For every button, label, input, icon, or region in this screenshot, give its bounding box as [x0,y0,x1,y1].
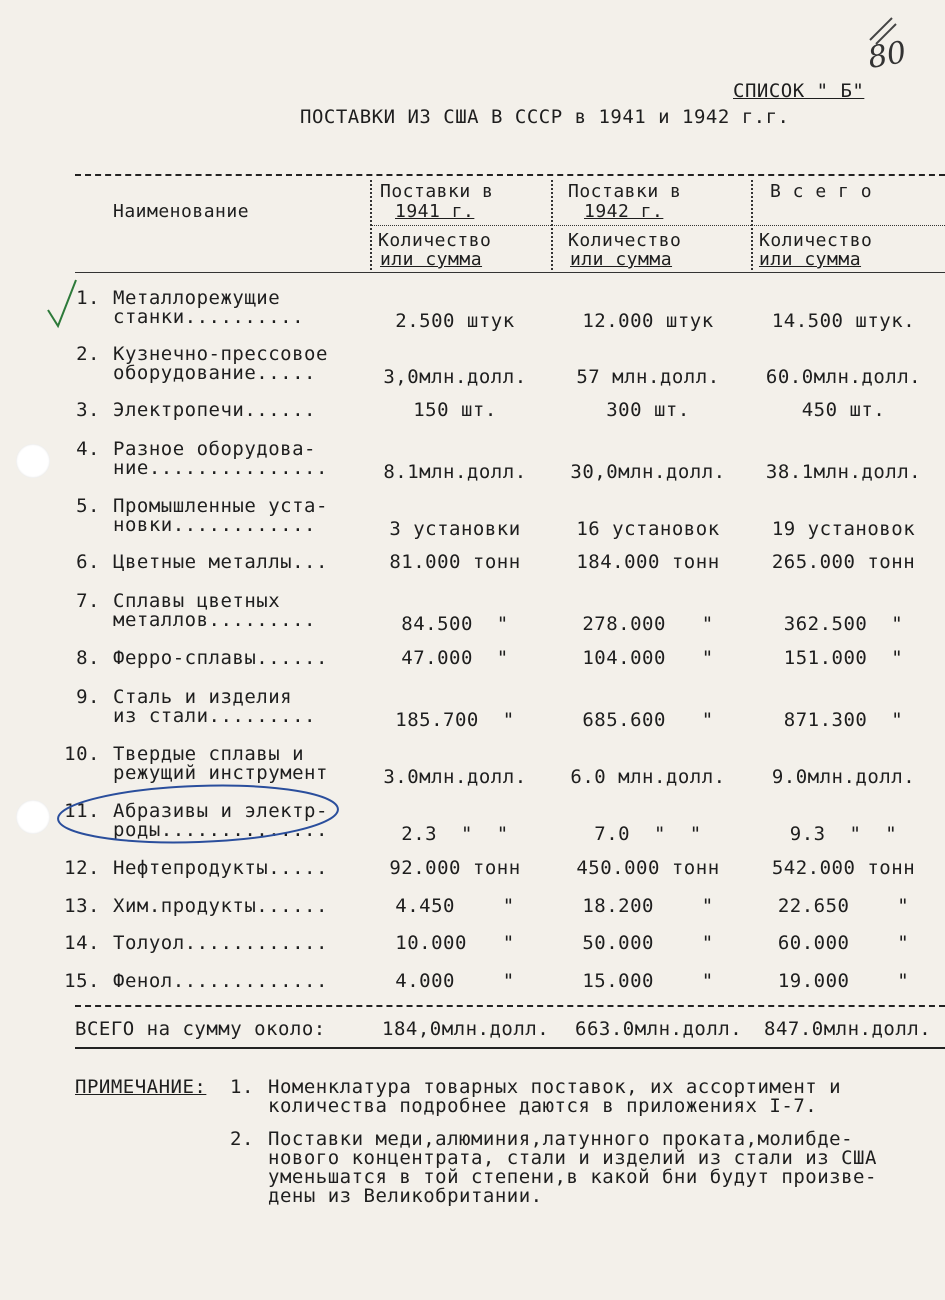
value-total: 14.500 штук. [771,310,916,332]
row-item-name: Цветные металлы... [113,551,328,573]
note-text-line: Номенклатура товарных поставок, их ассортимент и [268,1076,842,1098]
total-bottom-rule [75,1047,945,1049]
row-item-name: металлов......... [113,609,316,631]
note-text-line: дены из Великобритании. [268,1185,543,1207]
row-item-name: ние............... [113,457,328,479]
value-1942: 50.000 " [582,932,714,954]
row-item-name: Кузнечно-прессовое [113,343,328,365]
value-1941: 3.0млн.долл. [383,766,527,788]
row-item-name: Толуол............ [113,932,328,954]
value-total: 871.300 " [783,709,904,731]
subheader-quantity: Количество [568,230,682,251]
value-1941: 2.3 " " [401,823,509,845]
value-1942: 300 шт. [606,399,690,421]
note-text-line: нового концентрата, стали и изделий из стали из США [268,1147,877,1169]
note-number: 1. [230,1076,254,1098]
column-header-1941: Поставки в [380,181,494,202]
row-item-name: Электропечи...... [113,399,316,421]
row-number: 4. [76,438,100,460]
value-1942: 450.000 тонн [576,857,720,879]
value-total: 19.000 " [777,970,910,992]
value-1942: 6.0 млн.долл. [570,766,726,788]
total-top-rule [75,1005,945,1007]
value-total: 450 шт. [801,399,886,421]
row-number: 11. [64,800,100,822]
column-header-name: Наименование [113,201,250,222]
column-separator [551,180,553,270]
row-number: 9. [76,686,100,708]
row-item-name: режущий инструмент [113,762,328,784]
row-item-name: Хим.продукты...... [113,895,328,917]
value-1941: 4.450 " [395,895,515,917]
row-item-name: оборудование..... [113,362,316,384]
row-item-name: Сталь и изделия [113,686,293,708]
value-1942: 30,0млн.долл. [570,461,726,483]
value-1942: 7.0 " " [594,823,702,845]
value-total: 60.000 " [777,932,910,954]
value-total: 9.0млн.долл. [771,766,916,788]
value-total: 19 установок [771,518,916,540]
column-header-1942-year: 1942 г. [584,201,664,222]
value-total: 38.1млн.долл. [765,461,922,483]
value-1941: 84.500 " [401,613,509,635]
row-number: 14. [64,932,100,954]
row-item-name: Фенол............. [113,970,328,992]
value-1942: 16 установок [576,518,720,540]
column-separator [751,180,753,270]
row-item-name: Твердые сплавы и [113,743,305,765]
value-total: 9.3 " " [789,823,898,845]
value-1942: 12.000 штук [582,310,714,332]
row-item-name: Ферро-сплавы...... [113,647,328,669]
value-1942: 685.600 " [582,709,714,731]
document-title: ПОСТАВКИ ИЗ США В СССР в 1941 и 1942 г.г. [300,106,790,128]
row-item-name: роды.............. [113,819,328,841]
list-label: СПИСОК " Б" [733,80,865,102]
subheader-sum: или сумма [570,249,673,270]
subheader-sum: или сумма [759,249,862,270]
value-1941: 4.000 " [395,970,515,992]
value-total: 362.500 " [783,613,904,635]
total-all: 847.0млн.долл. [764,1018,932,1040]
value-total: 265.000 тонн [771,551,916,573]
ink-oval-annotation [50,778,350,850]
row-number: 10. [64,743,100,765]
value-1942: 104.000 " [582,647,714,669]
subheader-quantity: Количество [759,230,873,251]
value-1941: 10.000 " [395,932,515,954]
row-number: 6. [76,551,100,573]
handwritten-page-number: 80 [865,34,909,77]
value-1941: 150 шт. [413,399,497,421]
note-number: 2. [230,1128,254,1150]
value-1941: 81.000 тонн [389,551,521,573]
row-number: 1. [76,287,100,309]
value-total: 60.0млн.долл. [765,366,922,388]
total-1942: 663.0млн.долл. [575,1018,743,1040]
note-text-line: уменьшатся в той степени,в какой бни будут произве- [268,1166,877,1188]
punch-hole [16,444,50,478]
row-number: 15. [64,970,100,992]
value-1942: 57 млн.долл. [576,366,720,388]
page-number-strike [862,10,902,50]
value-total: 542.000 тонн [771,857,916,879]
note-text-line: Поставки меди,алюминия,латунного проката,молибде- [268,1128,854,1150]
value-1942: 278.000 " [582,613,714,635]
row-item-name: Абразивы и электр- [113,800,328,822]
row-number: 8. [76,647,100,669]
value-total: 151.000 " [783,647,904,669]
column-header-total: В с е г о [770,181,873,202]
column-header-1942: Поставки в [568,181,682,202]
value-1942: 15.000 " [582,970,714,992]
note-text-line: количества подробнее даются в приложениях I-7. [268,1095,818,1117]
row-number: 5. [76,495,100,517]
subheader-sum: или сумма [380,249,483,270]
value-1941: 3,0млн.долл. [383,366,527,388]
column-separator [370,180,372,270]
value-1941: 8.1млн.долл. [383,461,527,483]
table-top-rule [75,174,945,176]
note-label: ПРИМЕЧАНИЕ: [75,1076,207,1098]
row-item-name: Нефтепродукты..... [113,857,328,879]
row-number: 13. [64,895,100,917]
row-item-name: Промышленные уста- [113,495,328,517]
value-1941: 47.000 " [401,647,509,669]
row-item-name: Сплавы цветных [113,590,281,612]
value-1942: 184.000 тонн [576,551,720,573]
row-item-name: Металлорежущие [113,287,281,309]
value-1941: 185.700 " [395,709,515,731]
value-1941: 3 установки [389,518,521,540]
value-1941: 92.000 тонн [389,857,521,879]
row-item-name: Разное оборудова- [113,438,316,460]
total-1941: 184,0млн.долл. [382,1018,550,1040]
subheader-quantity: Количество [378,230,492,251]
total-label: ВСЕГО на сумму около: [75,1018,326,1040]
row-item-name: новки............ [113,514,316,536]
row-number: 12. [64,857,100,879]
row-item-name: из стали......... [113,705,316,727]
header-bottom-rule [75,272,945,273]
check-mark-icon [44,276,80,332]
header-subrule [372,225,945,226]
value-total: 22.650 " [777,895,910,917]
row-item-name: станки.......... [113,306,305,328]
value-1942: 18.200 " [582,895,714,917]
row-number: 7. [76,590,100,612]
row-number: 2. [76,343,100,365]
value-1941: 2.500 штук [395,310,515,332]
column-header-1941-year: 1941 г. [395,201,475,222]
punch-hole [16,800,50,834]
row-number: 3. [76,399,100,421]
